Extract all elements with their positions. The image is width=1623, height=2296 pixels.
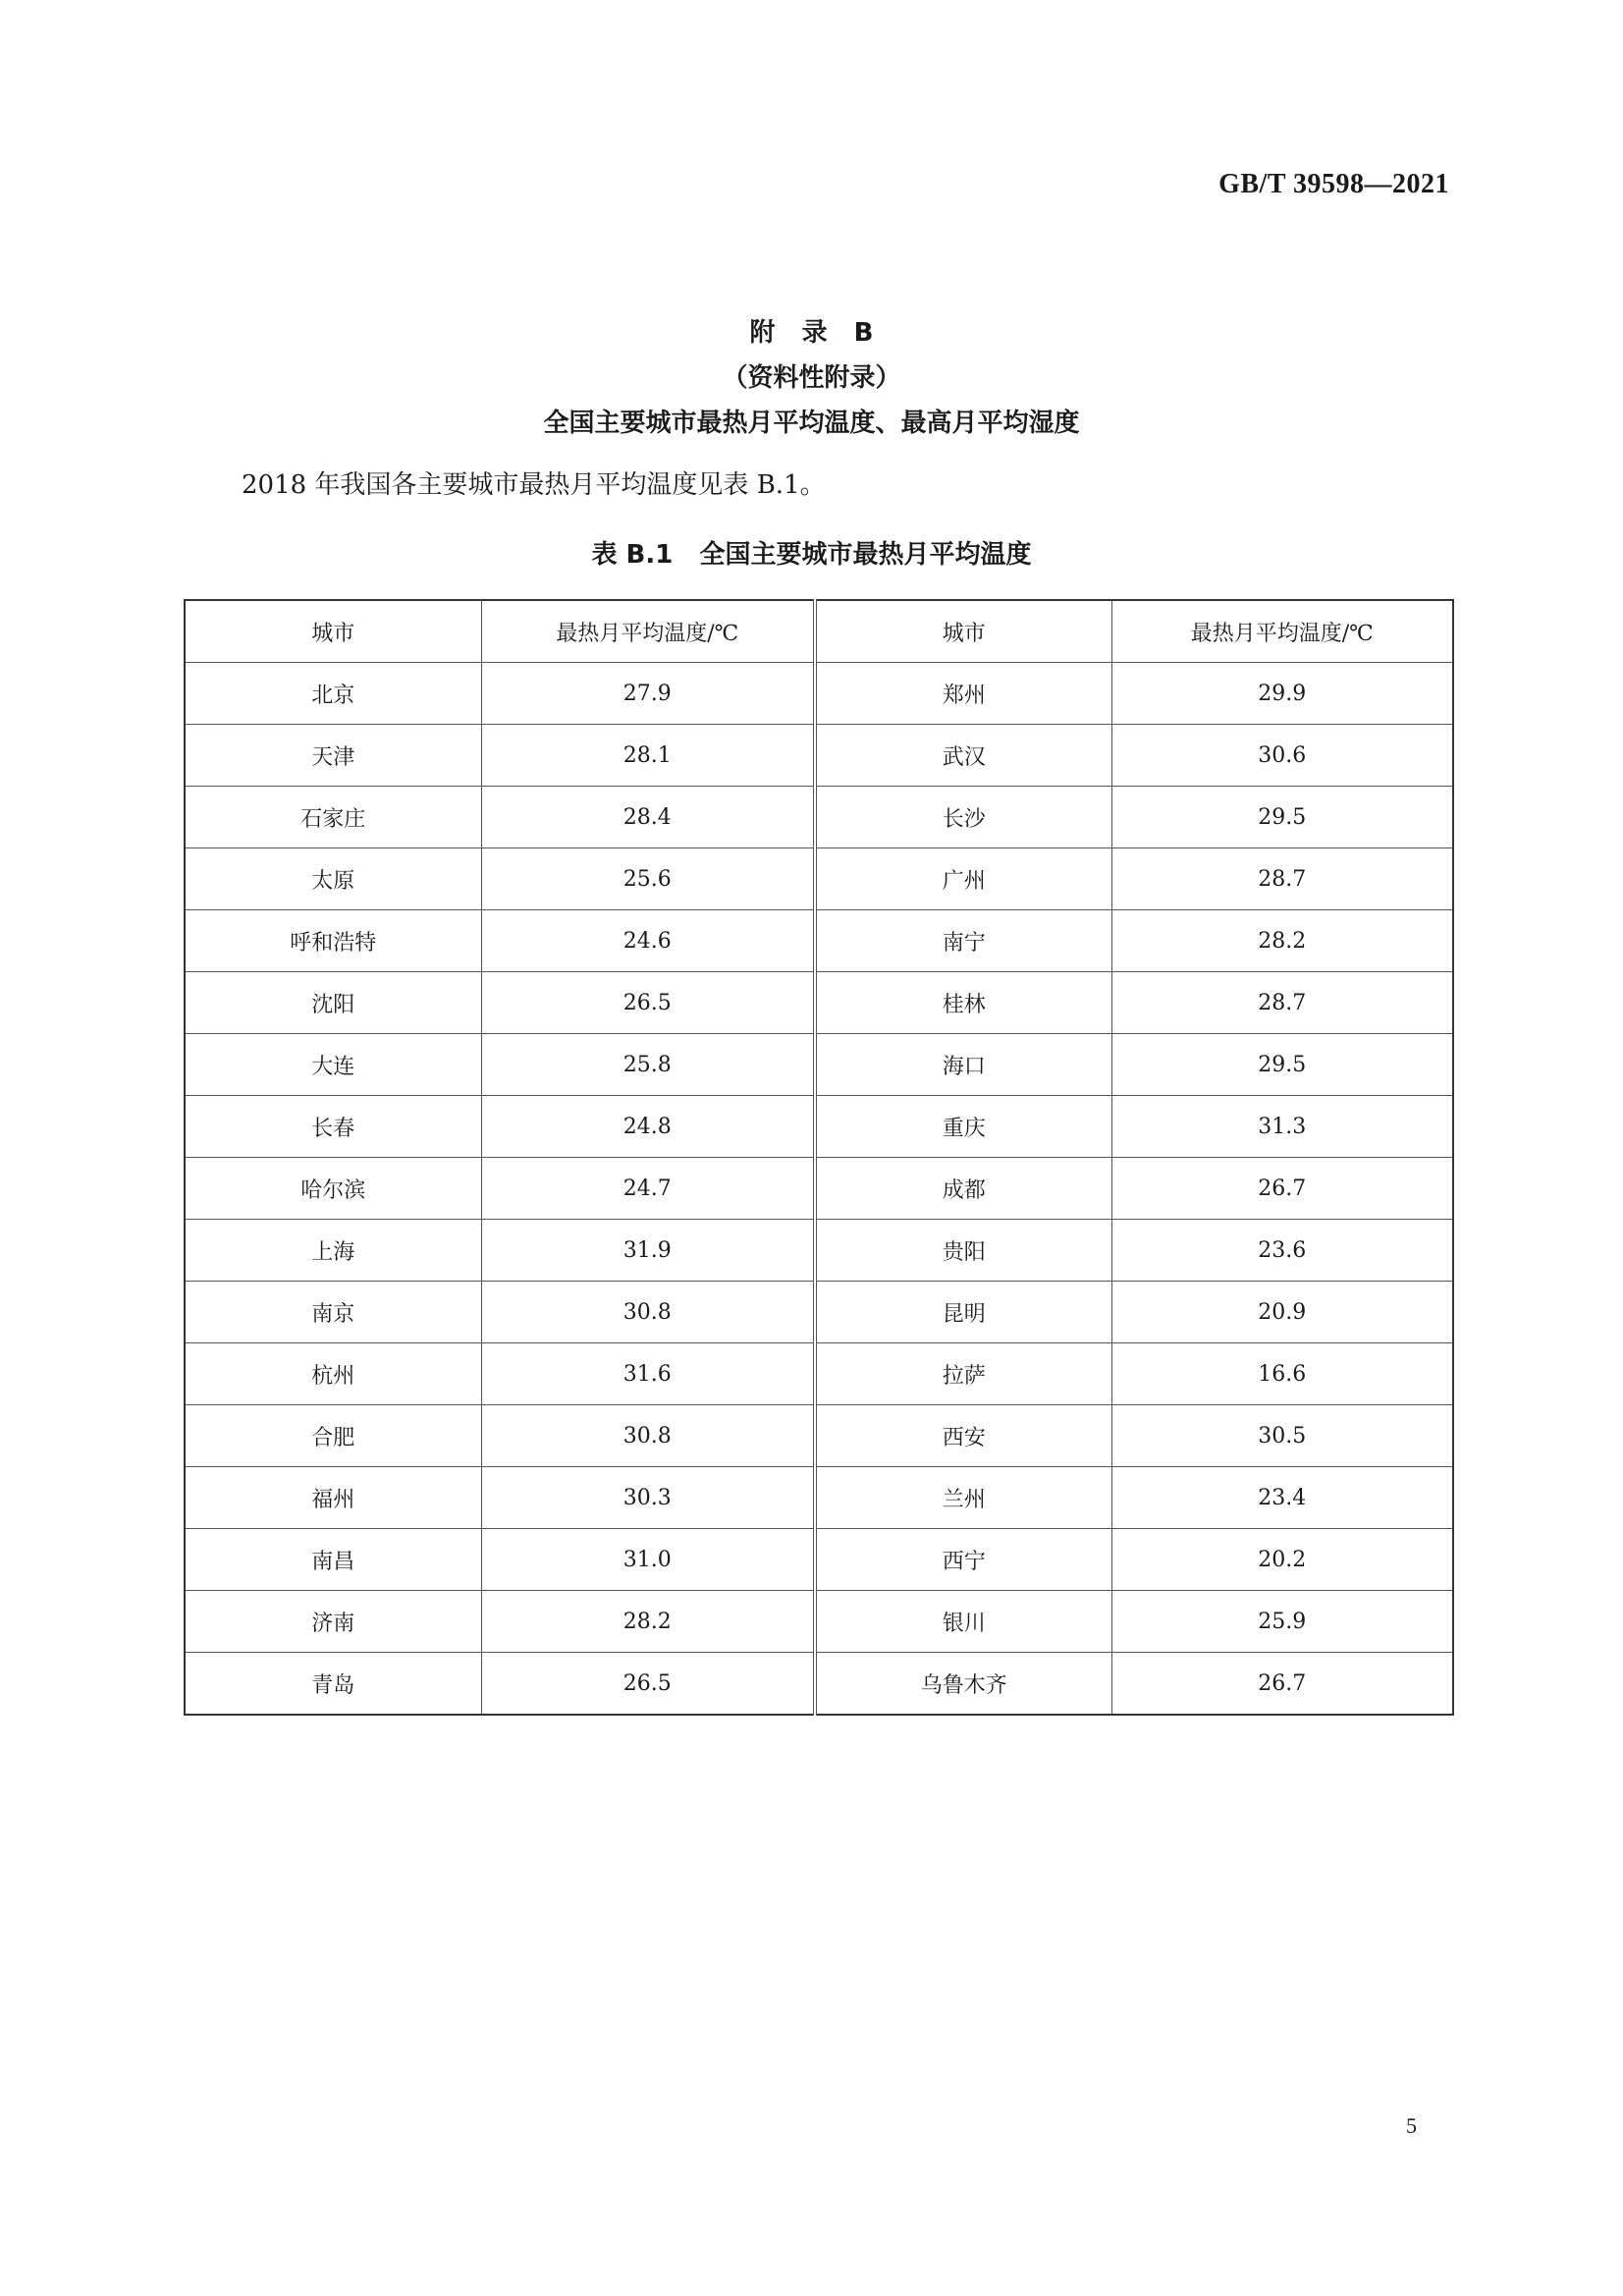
cell-city-right: 西宁	[815, 1529, 1111, 1591]
table-row	[185, 663, 1453, 725]
cell-temp-left: 24.8	[481, 1096, 815, 1158]
cell-city-left: 长春	[185, 1096, 481, 1158]
table-row	[185, 725, 1453, 787]
table-row	[185, 1220, 1453, 1282]
table-row	[185, 1529, 1453, 1591]
cell-temp-left: 28.1	[481, 725, 815, 787]
cell-temp-left: 24.7	[481, 1158, 815, 1220]
cell-temp-left: 31.9	[481, 1220, 815, 1282]
cell-temp-right: 26.7	[1111, 1653, 1453, 1716]
cell-city-right: 郑州	[815, 663, 1111, 725]
cell-city-left: 南昌	[185, 1529, 481, 1591]
cell-city-left: 青岛	[185, 1653, 481, 1716]
cell-temp-right: 29.9	[1111, 663, 1453, 725]
annex-subtitle: （资料性附录）	[722, 363, 901, 393]
table-row	[185, 1096, 1453, 1158]
cell-city-left: 北京	[185, 663, 481, 725]
page-number: 5	[1406, 2113, 1417, 2138]
cell-temp-left: 30.8	[481, 1405, 815, 1467]
cell-city-left: 上海	[185, 1220, 481, 1282]
cell-temp-left: 26.5	[481, 972, 815, 1034]
cell-city-left: 福州	[185, 1467, 481, 1529]
table-row	[185, 1282, 1453, 1343]
intro-paragraph: 2018 年我国各主要城市最热月平均温度见表 B.1。	[242, 470, 826, 500]
cell-city-left: 哈尔滨	[185, 1158, 481, 1220]
table-row	[185, 972, 1453, 1034]
cell-city-right: 贵阳	[815, 1220, 1111, 1282]
table-row	[185, 1467, 1453, 1529]
cell-city-right: 南宁	[815, 910, 1111, 972]
cell-city-left: 沈阳	[185, 972, 481, 1034]
cell-city-right: 乌鲁木齐	[815, 1653, 1111, 1716]
table-row	[185, 910, 1453, 972]
cell-temp-left: 27.9	[481, 663, 815, 725]
cell-temp-left: 31.0	[481, 1529, 815, 1591]
cell-city-right: 桂林	[815, 972, 1111, 1034]
cell-city-right: 成都	[815, 1158, 1111, 1220]
cell-temp-right: 16.6	[1111, 1343, 1453, 1405]
cell-city-right: 拉萨	[815, 1343, 1111, 1405]
table-row	[185, 1591, 1453, 1653]
cell-temp-left: 31.6	[481, 1343, 815, 1405]
cell-city-left: 呼和浩特	[185, 910, 481, 972]
standard-code: GB/T 39598—2021	[1218, 169, 1449, 199]
header-temp-left: 最热月平均温度/℃	[481, 600, 815, 663]
cell-temp-right: 20.2	[1111, 1529, 1453, 1591]
header-temp-right: 最热月平均温度/℃	[1111, 600, 1453, 663]
cell-temp-right: 30.5	[1111, 1405, 1453, 1467]
table-row	[185, 1034, 1453, 1096]
cell-temp-right: 29.5	[1111, 1034, 1453, 1096]
cell-temp-left: 28.2	[481, 1591, 815, 1653]
table-caption: 表 B.1 全国主要城市最热月平均温度	[591, 540, 1032, 570]
cell-temp-right: 31.3	[1111, 1096, 1453, 1158]
table-body	[185, 663, 1453, 1716]
cell-temp-left: 28.4	[481, 787, 815, 848]
table-row	[185, 1405, 1453, 1467]
cell-city-right: 广州	[815, 848, 1111, 910]
table-row	[185, 848, 1453, 910]
annex-title: 附 录 B	[749, 318, 874, 348]
cell-city-left: 石家庄	[185, 787, 481, 848]
cell-city-left: 杭州	[185, 1343, 481, 1405]
cell-temp-right: 28.7	[1111, 972, 1453, 1034]
cell-temp-right: 28.2	[1111, 910, 1453, 972]
cell-temp-left: 26.5	[481, 1653, 815, 1716]
cell-temp-left: 25.6	[481, 848, 815, 910]
cell-temp-left: 24.6	[481, 910, 815, 972]
header-city-left: 城市	[185, 600, 481, 663]
annex-heading: 全国主要城市最热月平均温度、最高月平均湿度	[543, 409, 1080, 438]
cell-city-left: 大连	[185, 1034, 481, 1096]
cell-temp-right: 30.6	[1111, 725, 1453, 787]
table-row	[185, 787, 1453, 848]
cell-city-left: 南京	[185, 1282, 481, 1343]
cell-city-left: 天津	[185, 725, 481, 787]
cell-city-right: 长沙	[815, 787, 1111, 848]
table-row	[185, 1653, 1453, 1716]
cell-city-right: 海口	[815, 1034, 1111, 1096]
cell-temp-right: 20.9	[1111, 1282, 1453, 1343]
cell-city-right: 兰州	[815, 1467, 1111, 1529]
cell-temp-right: 26.7	[1111, 1158, 1453, 1220]
table-row	[185, 1343, 1453, 1405]
cell-city-left: 太原	[185, 848, 481, 910]
temperature-table	[184, 599, 1454, 1716]
cell-temp-left: 30.8	[481, 1282, 815, 1343]
header-city-right: 城市	[815, 600, 1111, 663]
table-header-row	[185, 600, 1453, 663]
cell-city-right: 重庆	[815, 1096, 1111, 1158]
cell-temp-right: 28.7	[1111, 848, 1453, 910]
cell-temp-right: 25.9	[1111, 1591, 1453, 1653]
cell-city-right: 武汉	[815, 725, 1111, 787]
cell-city-left: 合肥	[185, 1405, 481, 1467]
cell-temp-right: 23.6	[1111, 1220, 1453, 1282]
cell-city-right: 银川	[815, 1591, 1111, 1653]
cell-city-left: 济南	[185, 1591, 481, 1653]
table-row	[185, 1158, 1453, 1220]
cell-temp-left: 30.3	[481, 1467, 815, 1529]
cell-temp-left: 25.8	[481, 1034, 815, 1096]
cell-city-right: 昆明	[815, 1282, 1111, 1343]
cell-temp-right: 29.5	[1111, 787, 1453, 848]
cell-temp-right: 23.4	[1111, 1467, 1453, 1529]
cell-city-right: 西安	[815, 1405, 1111, 1467]
